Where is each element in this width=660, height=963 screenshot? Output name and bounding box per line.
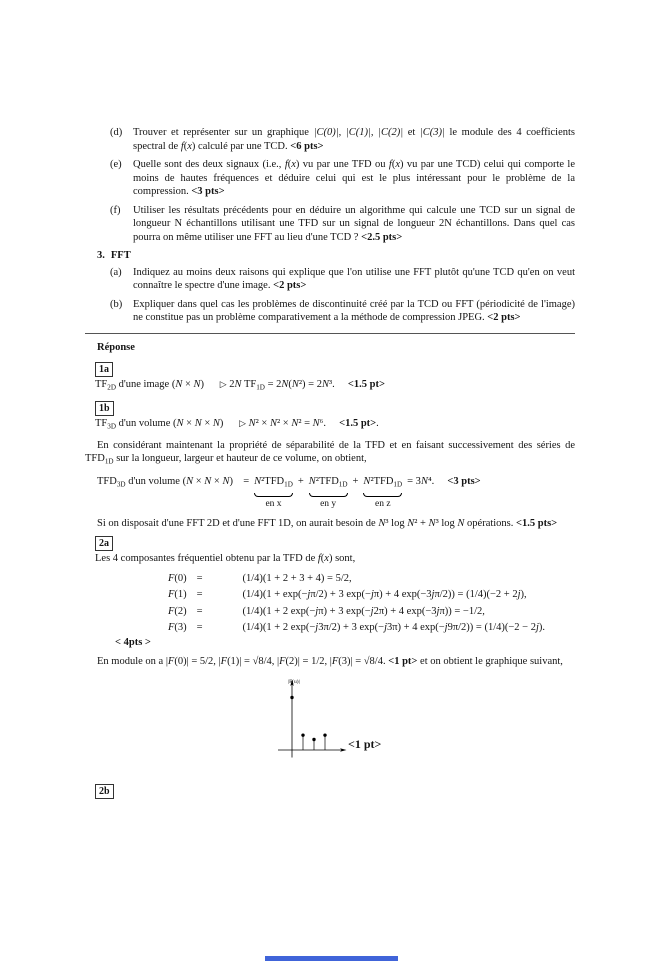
answer-tag-1b: 1b bbox=[95, 401, 114, 416]
answer-2b-block bbox=[85, 778, 575, 800]
eq-f2-equals: = bbox=[196, 605, 203, 617]
underbrace bbox=[363, 493, 402, 497]
question-3b-text: Expliquer dans quel cas les problèmes de discontinuité créé par la TCD ou FFT (périodicité de l'image) ne constitue pas un problème comparativement a la méthode de compression JPEG. <2 pts> bbox=[133, 298, 578, 323]
fft-operations-paragraph: Si on disposait d'une FFT 2D et d'une FFT 1D, on aurait besoin de N³ log N² + N³ log N opérations. <1.5 pts> bbox=[97, 517, 558, 529]
tfd3d-term-z: $N^2TFD_{1D}$ en z bbox=[363, 475, 402, 511]
footer-bar bbox=[265, 956, 398, 961]
eq-f0-rhs: (1/4)(1 + 2 + 3 + 4) = 5/2, bbox=[242, 572, 352, 584]
answer-1b-block bbox=[85, 395, 575, 434]
answer-1a-block bbox=[85, 356, 575, 395]
plus-sign: + bbox=[297, 476, 304, 488]
question-item-3a bbox=[110, 266, 578, 293]
eq-f1-rhs: (1/4)(1 + exp(−jπ/2) + 3 exp(−jπ) + 4 exp(−3jπ/2)) = (1/4)(−2 + 2j), bbox=[242, 589, 527, 601]
question-3a-label: (a) bbox=[110, 266, 122, 278]
eq-f3-rhs: (1/4)(1 + 2 exp(−j3π/2) + 3 exp(−j3π) + 4 exp(−j9π/2)) = (1/4)(−2 − 2j). bbox=[242, 622, 546, 634]
question-e-label: (e) bbox=[110, 159, 122, 170]
modules-paragraph: En module on a |F(0)| = 5/2, |F(1)| = √8/4, |F(2)| = 1/2, |F(3)| = √8/4. <1 pt> et on obtient le graphique suivant, bbox=[97, 655, 563, 667]
figure-points-label: <1 pt> bbox=[348, 737, 382, 752]
eq-f2-lhs: F(2) bbox=[167, 605, 187, 617]
response-title: Réponse bbox=[97, 341, 135, 353]
plus-sign: + bbox=[352, 476, 359, 488]
points-4pts: < 4pts > bbox=[115, 637, 151, 649]
eq-f3-equals: = bbox=[196, 622, 203, 634]
tfd3d-lhs: $TFD_{3D}$ d'un volume (N × N × N) bbox=[97, 476, 239, 489]
question-3b-label: (b) bbox=[110, 298, 123, 310]
question-item-e bbox=[110, 158, 578, 199]
answer-2a-block bbox=[85, 530, 575, 566]
section-3-heading bbox=[97, 249, 575, 263]
tfd3d-term-y: $N^2TFD_{1D}$ en y bbox=[309, 475, 348, 511]
question-item-3b bbox=[110, 298, 578, 325]
question-item-d bbox=[110, 126, 578, 153]
answer-tag-1a: 1a bbox=[95, 362, 113, 377]
stem-plot bbox=[262, 674, 482, 769]
section-3-question-list bbox=[110, 266, 578, 325]
question-item-f bbox=[110, 204, 578, 245]
underbrace-label-y: en y bbox=[320, 499, 337, 510]
question-f-label: (f) bbox=[110, 204, 121, 216]
eq-f0-equals: = bbox=[196, 572, 203, 584]
separability-paragraph: En considérant maintenant la propriété de séparabilité de la TFD et en faisant successivement des séries de $TFD_{1D}$ sur la longueur, largeur et hauteur de ce volume, on obtient, bbox=[85, 439, 578, 466]
equals-sign: = bbox=[243, 476, 250, 488]
eq-f0-lhs: F(0) bbox=[167, 572, 187, 584]
underbrace bbox=[254, 493, 293, 497]
section-3-number: 3. bbox=[97, 250, 105, 261]
section-divider bbox=[85, 333, 575, 334]
underbrace-label-x: en x bbox=[265, 499, 282, 510]
answer-tag-2a: 2a bbox=[95, 536, 113, 551]
answer-tag-2b: 2b bbox=[95, 784, 114, 799]
tfd3d-equation bbox=[97, 475, 575, 511]
question-f-text: Utiliser les résultats précédents pour en déduire un algorithme qui calcule une TCD sur un signal de longueur N échantillons utilisant une TFD sur un signal de longueur 2N échantillons. Dans quel cas pourra on même utiliser une FFT au lieu d'une TCD ? <2.5 pts> bbox=[133, 204, 578, 243]
tfd3d-term-x: $N^2TFD_{1D}$ en x bbox=[254, 475, 293, 511]
dft-equations bbox=[138, 571, 575, 636]
underbrace bbox=[309, 493, 348, 497]
section-3-title: FFT bbox=[110, 250, 131, 261]
svg-text:|F(u)|: |F(u)| bbox=[288, 679, 300, 686]
eq-f1-equals: = bbox=[196, 589, 203, 601]
stem-plot-figure bbox=[262, 674, 482, 769]
underbrace-label-z: en z bbox=[375, 499, 391, 510]
answer-2a-intro: Les 4 composantes fréquentiel obtenu par la TFD de f(x) sont, bbox=[95, 553, 356, 565]
question-e-text: Quelle sont des deux signaux (i.e., f(x) vu par une TFD ou f(x) vu par une TCD) celui qui comporte le moins de hautes fréquences et déduire celui qui est le plus intéressant pour le problème de la compression. <3 pts> bbox=[133, 159, 578, 197]
question-d-label: (d) bbox=[110, 127, 123, 138]
question-d-text: Trouver et représenter sur un graphique |C(0)|, |C(1)|, |C(2)| et |C(3)| le module des 4 coefficients spectral de f(x) calculé par une TCD. <6 pts> bbox=[133, 127, 578, 152]
answer-1b-line: $TF_{3D}$ d'un volume (N × N × N) ▷ N² × N² × N² = N⁶. <1.5 pt>. bbox=[95, 417, 379, 431]
question-3a-text: Indiquez au moins deux raisons qui explique que l'on utilise une FFT plutôt qu'une TCD qu'en on veut connaître le spectre d'une image. <2 pts> bbox=[133, 266, 578, 291]
answer-1a-line: $TF_{2D}$ d'une image (N × N) ▷ 2N $TF_{1D} = 2N(N^2) = 2N^3$. <1.5 pt> bbox=[95, 379, 385, 392]
eq-f1-lhs: F(1) bbox=[167, 589, 187, 601]
question-list bbox=[110, 126, 578, 244]
eq-f2-rhs: (1/4)(1 + 2 exp(−jπ) + 3 exp(−j2π) + 4 exp(−3jπ)) = −1/2, bbox=[242, 605, 485, 617]
eq-f3-lhs: F(3) bbox=[167, 622, 187, 634]
tfd3d-tail: = 3N⁴. <3 pts> bbox=[407, 476, 481, 488]
